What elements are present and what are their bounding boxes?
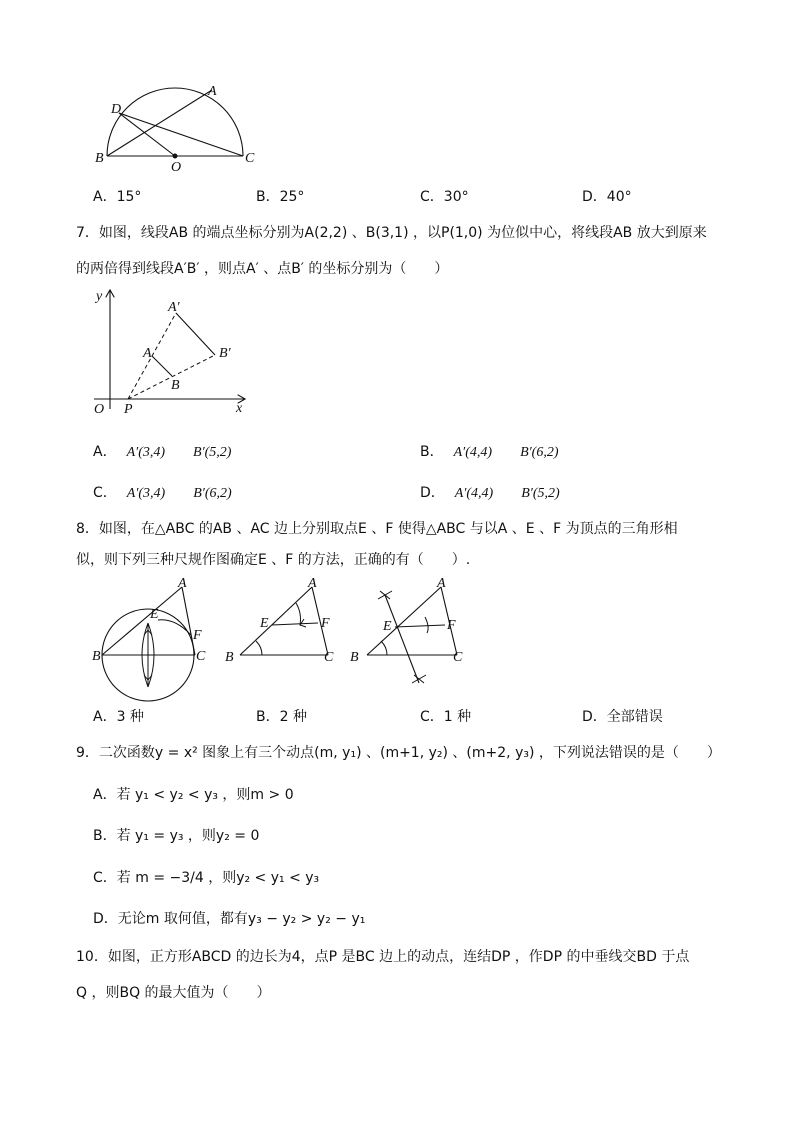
- label-c: C: [324, 650, 334, 665]
- q9-option-d: D．无论m 取何值，都有y₃ − y₂ > y₂ − y₁: [93, 911, 366, 927]
- label-e: E: [383, 619, 392, 634]
- q6-option-a: A．15°: [93, 189, 142, 205]
- label-b: B: [350, 650, 359, 665]
- q8-figure-circle: [90, 575, 215, 703]
- label-c: C: [453, 650, 463, 665]
- q7-option-a: A． A′(3,4) B′(5,2): [93, 444, 232, 460]
- label-p: P: [124, 402, 133, 415]
- label-x: x: [236, 401, 243, 415]
- label-b: B: [92, 649, 101, 664]
- label-b: B: [95, 151, 104, 166]
- q7-option-c: C． A′(3,4) B′(6,2): [93, 485, 232, 501]
- label-a: A: [143, 346, 152, 361]
- q6-option-b: B．25°: [256, 189, 305, 205]
- label-b: B: [171, 378, 180, 393]
- q7-question-line-2: 的两倍得到线段A′B′ ，则点A′ 、点B′ 的坐标分别为（ ）: [76, 261, 449, 277]
- label-c: C: [245, 151, 255, 166]
- label-e: E: [150, 607, 159, 622]
- q6-option-c: C．30°: [420, 189, 469, 205]
- q9-option-b: B．若 y₁ = y₃ ，则y₂ = 0: [93, 828, 260, 844]
- label-f: F: [321, 616, 330, 631]
- q8-option-b: B．2 种: [256, 709, 307, 725]
- label-e: E: [260, 616, 269, 631]
- segment-do: [119, 113, 175, 156]
- label-a-prime: A′: [168, 300, 180, 315]
- q8-figure-angle: [220, 575, 345, 670]
- label-a: A: [178, 576, 187, 591]
- q6-semicircle-figure: [90, 75, 270, 175]
- q8-option-d: D．全部错误: [582, 709, 663, 725]
- label-d: D: [111, 102, 122, 117]
- q9-question-line: 9．二次函数y = x² 图象上有三个动点(m, y₁) 、(m+1, y₂) 、(m+2, y₃) ，下列说法错误的是（ ）: [76, 745, 721, 761]
- label-b: B: [225, 650, 234, 665]
- center-point-o: [173, 154, 178, 159]
- q7-question-line-1: 7．如图，线段AB 的端点坐标分别为A(2,2) 、B(3,1) ，以P(1,0) 为位似中心，将线段AB 放大到原来: [76, 225, 707, 241]
- q8-option-c: C．1 种: [420, 709, 472, 725]
- q9-option-c: C．若 m = −3/4 ，则y₂ < y₁ < y₃: [93, 870, 320, 886]
- segment-a-prime-b-prime: [176, 313, 215, 355]
- q7-option-b: B． A′(4,4) B′(6,2): [420, 444, 559, 460]
- segment-dc: [119, 113, 243, 156]
- q9-option-a: A．若 y₁ < y₂ < y₃ ，则m > 0: [93, 787, 294, 803]
- q8-figure-bisector: [345, 575, 470, 693]
- label-o: O: [94, 402, 105, 415]
- label-b-prime: B′: [219, 346, 231, 361]
- label-y: y: [96, 289, 103, 304]
- q8-question-line-2: 似，则下列三种尺规作图确定E 、F 的方法，正确的有（ ）.: [76, 552, 471, 568]
- label-a: A: [437, 576, 446, 591]
- q10-question-line-1: 10．如图，正方形ABCD 的边长为4，点P 是BC 边上的动点，连结DP ，作DP 的中垂线交BD 于点: [76, 949, 690, 965]
- q6-option-d: D．40°: [582, 189, 632, 205]
- q8-option-a: A．3 种: [93, 709, 144, 725]
- q8-question-line-1: 8．如图，在△ABC 的AB 、AC 边上分别取点E 、F 使得△ABC 与以A 、E 、F 为顶点的三角形相: [76, 521, 678, 537]
- q10-question-line-2: Q ，则BQ 的最大值为（ ）: [76, 985, 271, 1001]
- label-a: A: [208, 84, 217, 99]
- label-a: A: [308, 576, 317, 591]
- label-f: F: [447, 618, 456, 633]
- segment-ab: [152, 356, 172, 376]
- label-f: F: [193, 628, 202, 643]
- q7-option-d: D． A′(4,4) B′(5,2): [420, 485, 560, 501]
- segment-ba: [107, 90, 212, 156]
- label-o: O: [171, 160, 182, 175]
- label-c: C: [196, 649, 206, 664]
- q7-coordinate-figure: [88, 285, 258, 415]
- semicircle-arc: [107, 88, 243, 156]
